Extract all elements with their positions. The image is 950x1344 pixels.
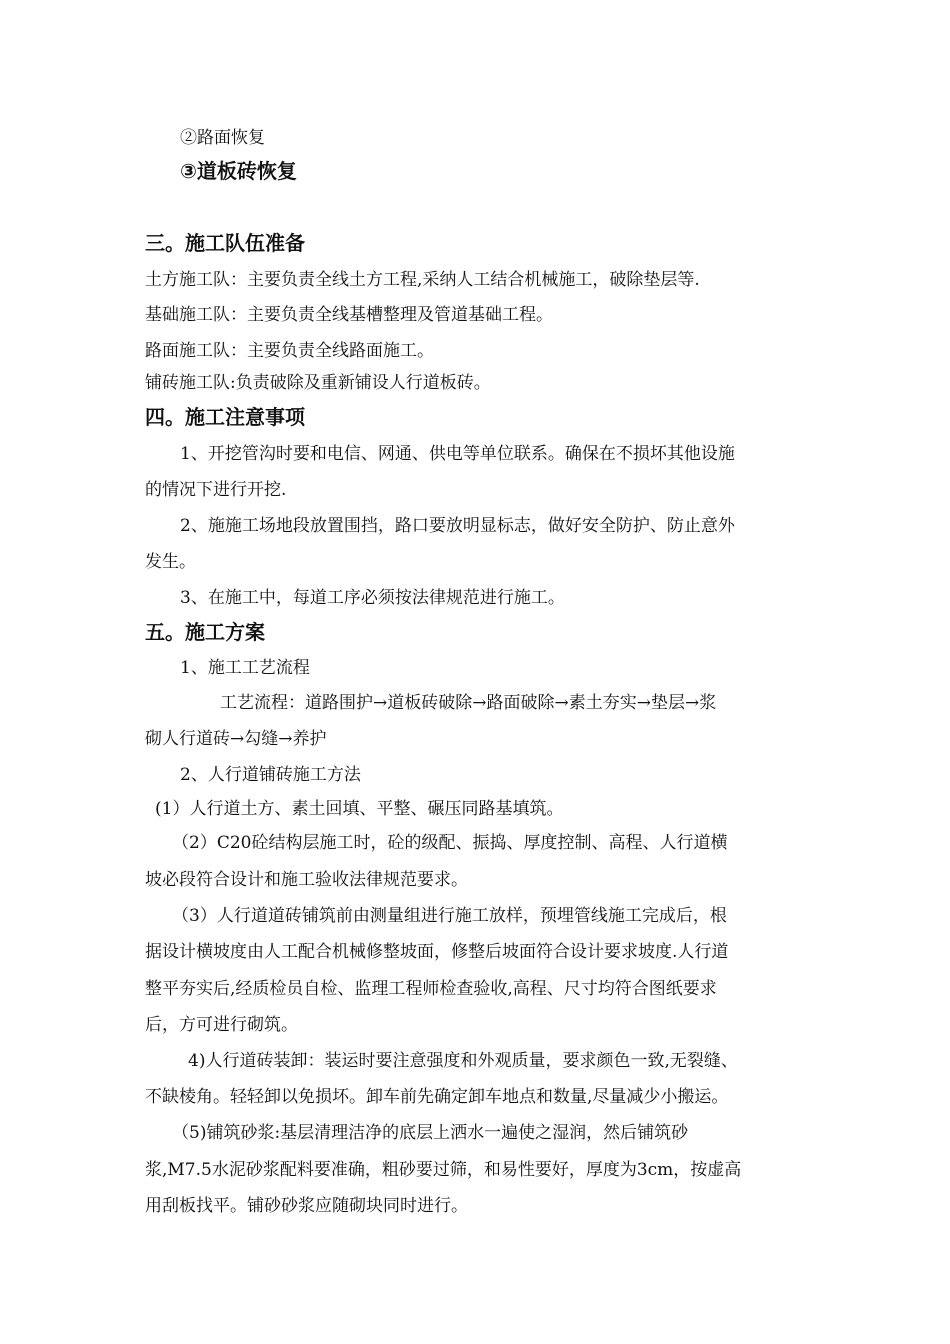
section-4-line: 1、开挖管沟时要和电信、网通、供电等单位联系。确保在不损坏其他设施: [180, 444, 735, 464]
section-5-line: 据设计横坡度由人工配合机械修整坡面，修整后坡面符合设计要求坡度.人行道: [145, 942, 729, 962]
section-3-line: 铺砖施工队:负责破除及重新铺设人行道板砖。: [145, 373, 491, 393]
item-brick-restore: ③道板砖恢复: [180, 159, 297, 183]
section-5-line: （2）C20砼结构层施工时，砼的级配、振捣、厚度控制、高程、人行道横: [172, 833, 728, 853]
section-5-line: （3）人行道道砖铺筑前由测量组进行施工放样，预埋管线施工完成后，根: [172, 906, 727, 926]
section-3-line: 土方施工队：主要负责全线土方工程,采纳人工结合机械施工，破除垫层等.: [145, 270, 700, 290]
section-4-line: 3、在施工中，每道工序必须按法律规范进行施工。: [180, 588, 565, 608]
section-5-line: 后，方可进行砌筑。: [145, 1015, 298, 1035]
section-5-line: 2、人行道铺砖施工方法: [180, 765, 361, 785]
section-5-line: 1、施工工艺流程: [180, 658, 310, 678]
section-4-line: 的情况下进行开挖.: [145, 480, 287, 500]
section-4-title: 四。施工注意事项: [145, 405, 305, 429]
section-5-line: 工艺流程：道路围护→道板砖破除→路面破除→素土夯实→垫层→浆: [220, 693, 717, 713]
section-5-line: 浆,M7.5水泥砂浆配料要准确，粗砂要过筛，和易性要好，厚度为3cm，按虚高: [145, 1160, 742, 1180]
section-4-line: 发生。: [145, 552, 196, 572]
section-3-title: 三。施工队伍准备: [145, 231, 305, 255]
section-5-line: 砌人行道砖→勾缝→养护: [145, 729, 327, 749]
item-road-restore: ②路面恢复: [180, 128, 265, 148]
section-5-line: (1）人行道土方、素土回填、平整、碾压同路基填筑。: [155, 799, 564, 819]
section-5-line: 用刮板找平。铺砂砂浆应随砌块同时进行。: [145, 1196, 468, 1216]
section-5-line: 坡必段符合设计和施工验收法律规范要求。: [145, 870, 468, 890]
section-5-line: 4)人行道砖装卸：装运时要注意强度和外观质量，要求颜色一致,无裂缝、: [188, 1051, 738, 1071]
section-4-line: 2、施施工场地段放置围挡，路口要放明显标志，做好安全防护、防止意外: [180, 516, 735, 536]
section-5-line: （5)铺筑砂浆:基层清理洁净的底层上洒水一遍使之湿润，然后铺筑砂: [172, 1123, 689, 1143]
section-5-title: 五。施工方案: [145, 620, 265, 644]
section-3-line: 基础施工队：主要负责全线基槽整理及管道基础工程。: [145, 305, 553, 325]
section-3-line: 路面施工队：主要负责全线路面施工。: [145, 341, 434, 361]
section-5-line: 整平夯实后,经质检员自检、监理工程师检查验收,高程、尺寸均符合图纸要求: [145, 979, 717, 999]
section-5-line: 不缺棱角。轻轻卸以免损坏。卸车前先确定卸车地点和数量,尽量减少小搬运。: [145, 1087, 729, 1107]
